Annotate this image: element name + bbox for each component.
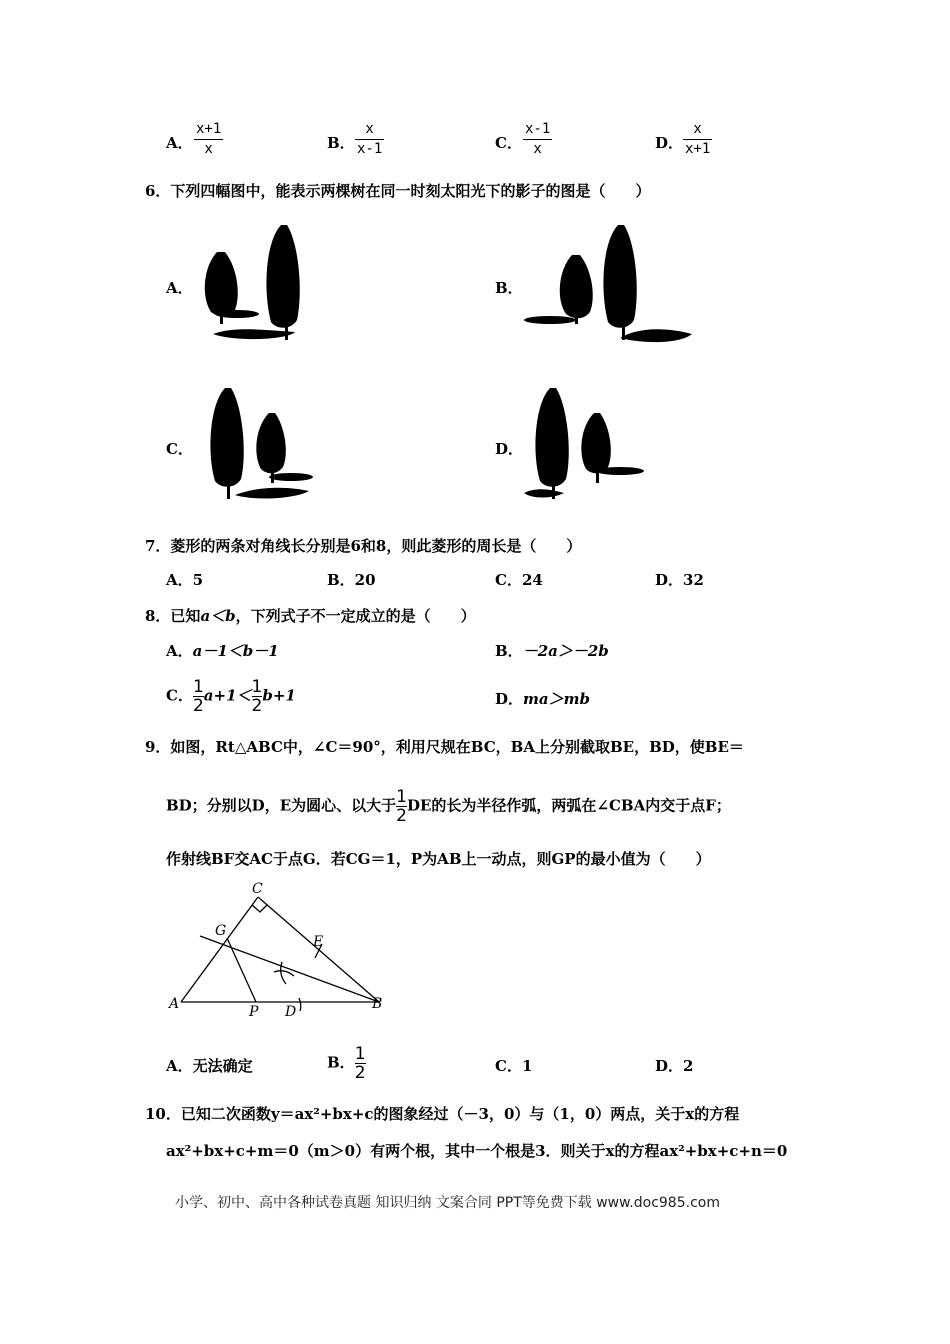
q9-triangle-figure [160,880,400,1020]
q9-half-den: 2 [396,806,407,826]
q9-line2-pre: BD；分别以D，E为圆心、以大于 [166,796,397,815]
q5-b-denominator: x-1 [357,141,383,157]
q7-option-b: B．20 [327,571,376,589]
q8-a-math: a－1＜b－1 [192,642,279,660]
q6-stem: 6．下列四幅图中，能表示两棵树在同一时刻太阳光下的影子的图是（ ） [145,182,651,200]
q5-option-d-fraction [683,121,712,158]
q5-option-c-fraction [523,121,552,158]
q10-line-2: ax²+bx+c+m＝0（m＞0）有两个根，其中一个根是3．则关于x的方程ax²+bx+c+n＝0 [166,1142,788,1160]
q9-line2-post: DE的长为半径作弧，两弧在∠CBA内交于点F； [406,796,731,815]
q9-b-num: 1 [354,1044,366,1064]
q8-stem-math: a＜b [200,607,236,625]
q5-option-a-fraction [194,121,223,158]
q6-option-a-label: A． [166,279,193,297]
q8-c-mid: a+1＜ [203,686,252,705]
q9-line-2 [166,788,731,825]
q5-option-c-label: C． [495,134,522,152]
q7-option-c: C．24 [495,571,543,589]
q9-option-b [327,1045,366,1082]
q9-fig-label-p: P [249,1004,259,1020]
q8-c-num1: 1 [192,677,204,697]
q5-option-a-label: A． [166,134,193,152]
q8-c-label: C． [166,686,193,705]
q8-b-label: B． [495,642,523,660]
q8-a-label: A． [166,642,193,660]
q7-option-a: A．5 [166,571,204,589]
q9-b-den: 2 [354,1063,366,1083]
q9-fig-label-e: E [313,934,324,950]
q6-tree-image-b [520,222,700,347]
q6-option-c-label: C． [166,440,193,458]
page-footer-advert: 小学、初中、高中各种试卷真题 知识归纳 文案合同 PPT等免费下载 www.doc985.com [175,1195,720,1211]
q8-c-end: b+1 [262,686,296,705]
q8-d-label: D． [495,690,524,708]
q8-option-a [166,640,279,661]
q8-option-b [495,640,609,661]
q8-option-c [166,678,296,715]
q5-b-numerator: x [365,121,374,137]
q9-line-1: 9．如图，Rt△ABC中，∠C＝90°，利用尺规在BC，BA上分别截取BE，BD，使BE＝ [145,738,744,756]
q5-d-denominator: x+1 [685,141,711,157]
q8-c-fraction-2 [252,678,263,715]
q9-option-c: C．1 [495,1057,533,1075]
q5-option-b-fraction [355,121,384,158]
q5-c-denominator: x [533,141,542,157]
q5-d-numerator: x [693,121,702,137]
q9-half-fraction [396,788,407,825]
q9-option-d: D．2 [655,1057,694,1075]
q10-line-1: 10．已知二次函数y＝ax²+bx+c的图象经过（－3，0）与（1，0）两点，关于x的方程 [145,1105,740,1123]
q9-b-label: B． [327,1053,355,1072]
q8-b-math: －2a＞－2b [522,642,609,660]
q5-option-d-label: D． [655,134,684,152]
q6-tree-image-d [520,385,660,507]
q9-fig-label-d: D [285,1004,297,1020]
q9-fig-label-g: G [215,923,227,939]
q6-option-d-label: D． [495,440,524,458]
q9-fig-label-c: C [252,881,263,897]
q9-fig-label-b: B [372,996,383,1012]
q8-stem-pre: 8．已知 [145,607,201,625]
q6-tree-image-c [195,385,335,507]
q5-a-denominator: x [204,141,213,157]
q8-c-fraction-1 [193,678,204,715]
q5-a-numerator: x+1 [196,121,222,137]
q9-fig-label-a: A [169,996,180,1012]
q5-option-b-label: B． [327,134,355,152]
q9-half-num: 1 [396,787,407,807]
q9-b-fraction [355,1045,366,1082]
q8-option-d [495,688,590,709]
q9-option-a: A．无法确定 [166,1057,253,1075]
q8-stem [145,605,476,626]
q9-line-3: 作射线BF交AC于点G．若CG＝1，P为AB上一动点，则GP的最小值为（ ） [166,850,711,868]
q8-c-den2: 2 [251,696,263,716]
q8-c-den1: 2 [192,696,204,716]
q7-option-d: D．32 [655,571,704,589]
q8-d-math: ma＞mb [523,690,590,708]
q5-c-numerator: x-1 [525,121,551,137]
q7-stem: 7．菱形的两条对角线长分别是6和8，则此菱形的周长是（ ） [145,537,582,555]
q8-c-num2: 1 [251,677,263,697]
q6-option-b-label: B． [495,279,523,297]
q6-tree-image-a [195,222,335,347]
q8-stem-post: ，下列式子不一定成立的是（ ） [235,607,476,625]
